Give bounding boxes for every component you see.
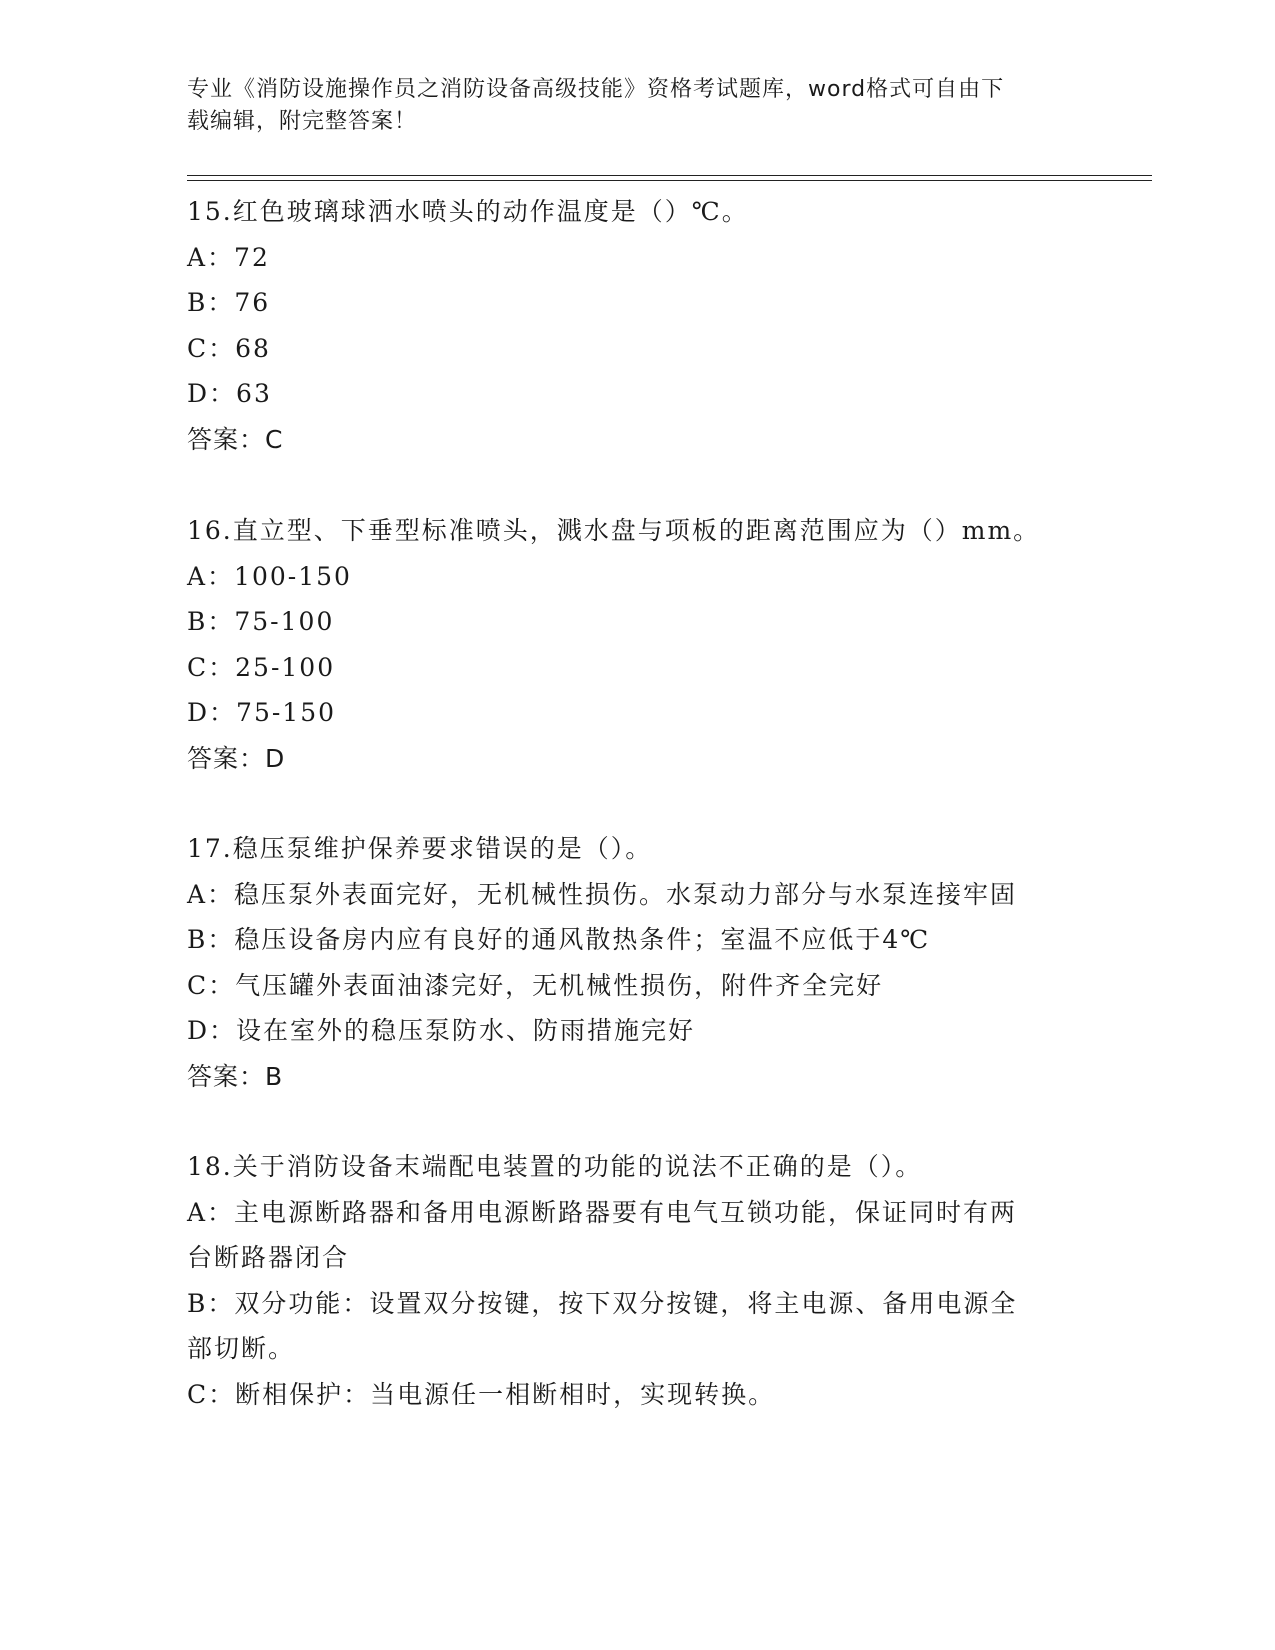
option-a-continued: 台断路器闭合 <box>187 1243 350 1272</box>
answer: 答案：B <box>187 1061 284 1091</box>
option-a: A：主电源断路器和备用电源断路器要有电气互锁功能，保证同时有两 <box>187 1197 1018 1227</box>
question-stem: 18.关于消防设备末端配电装置的功能的说法不正确的是（）。 <box>187 1152 923 1181</box>
question-stem: 15.红色玻璃球洒水喷头的动作温度是（）℃。 <box>187 197 749 226</box>
option-c: C：25-100 <box>187 652 336 682</box>
option-d: D：75-150 <box>187 698 337 727</box>
header-divider <box>187 180 1152 181</box>
answer: 答案：C <box>187 424 284 454</box>
question-18 <box>187 1144 1077 1417</box>
option-c: C：68 <box>187 333 271 363</box>
question-17 <box>187 826 1077 1099</box>
question-16 <box>187 508 1077 781</box>
question-15 <box>187 189 1077 462</box>
option-b: B：76 <box>187 288 271 317</box>
option-a: A：稳压泵外表面完好，无机械性损伤。水泵动力部分与水泵连接牢固 <box>187 879 1018 909</box>
option-b: B：双分功能：设置双分按键，按下双分按键，将主电源、备用电源全 <box>187 1288 1018 1318</box>
option-c: C：气压罐外表面油漆完好，无机械性损伤，附件齐全完好 <box>187 970 884 1000</box>
option-d: D：63 <box>187 379 272 408</box>
answer: 答案：D <box>187 743 286 773</box>
header-line: 专业《消防设施操作员之消防设备高级技能》资格考试题库，word格式可自由下 <box>187 77 1005 102</box>
question-stem: 17.稳压泵维护保养要求错误的是（）。 <box>187 834 653 863</box>
header-divider <box>187 175 1152 176</box>
option-a: A：72 <box>187 242 270 272</box>
header-line: 载编辑，附完整答案！ <box>187 109 418 134</box>
option-c: C：断相保护：当电源任一相断相时，实现转换。 <box>187 1379 776 1409</box>
option-a: A：100-150 <box>187 561 352 591</box>
option-b-continued: 部切断。 <box>187 1334 296 1363</box>
option-b: B：75-100 <box>187 607 335 636</box>
option-d: D：设在室外的稳压泵防水、防雨措施完好 <box>187 1016 696 1045</box>
document-header <box>187 74 1067 138</box>
question-stem: 16.直立型、下垂型标准喷头，溅水盘与项板的距离范围应为（）mm。 <box>187 516 1041 545</box>
option-b: B：稳压设备房内应有良好的通风散热条件；室温不应低于4℃ <box>187 925 931 954</box>
